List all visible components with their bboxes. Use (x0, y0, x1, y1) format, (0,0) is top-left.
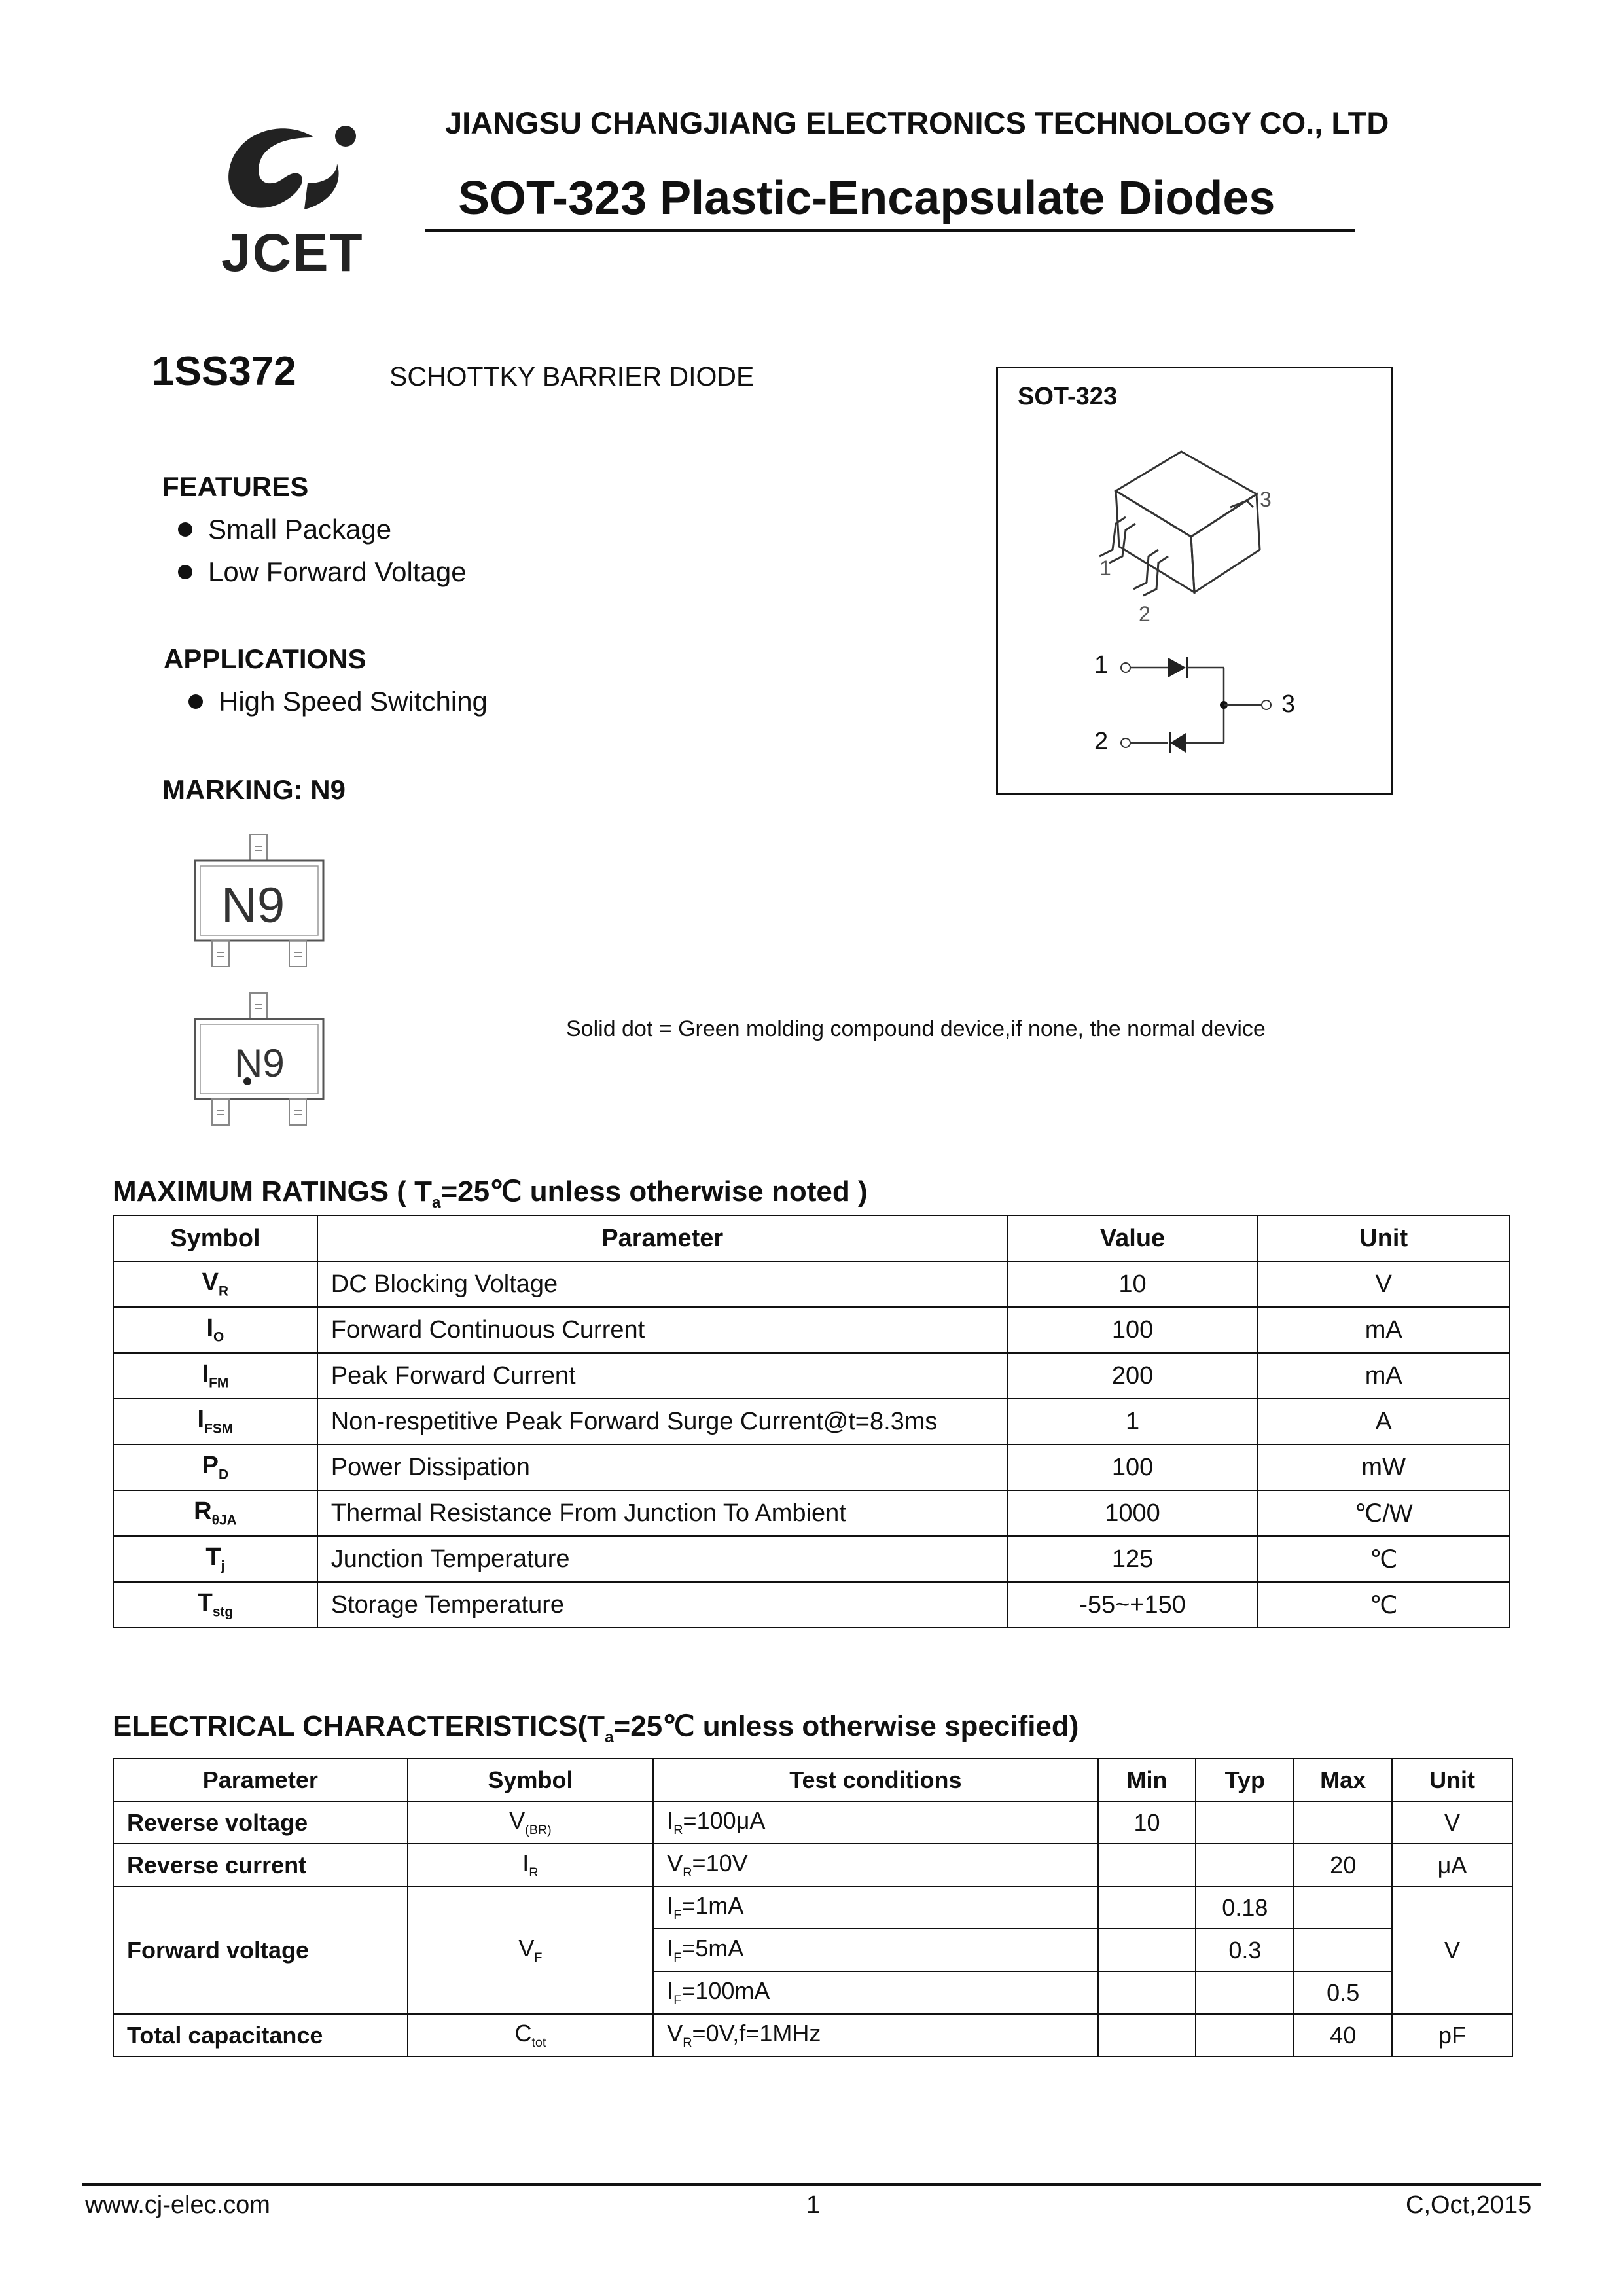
unit-cell: mW (1257, 1444, 1510, 1490)
max-cell: 40 (1294, 2014, 1392, 2056)
column-header: Parameter (317, 1215, 1008, 1261)
parameter-cell: Storage Temperature (317, 1582, 1008, 1628)
table-header-row (113, 1215, 1510, 1261)
table-row (113, 1307, 1510, 1353)
package-outline-drawing (1086, 445, 1296, 635)
column-header: Symbol (113, 1215, 317, 1261)
unit-cell: V (1257, 1261, 1510, 1307)
unit-cell: mA (1257, 1307, 1510, 1353)
condition-cell: $I_R=100\mu A$ (653, 1801, 1097, 1844)
condition-cell: $I_F=5mA$ (653, 1929, 1097, 1971)
table-row (113, 1886, 1512, 1929)
unit-cell: ℃/W (1257, 1490, 1510, 1536)
electrical-heading: ELECTRICAL $CHARACTERISTICS(T_a=25℃$ unless otherwise specified) (113, 1710, 1079, 1746)
symbol-cell: $V_F$ (408, 1886, 654, 2014)
condition-cell: $I_F=100mA$ (653, 1971, 1097, 2014)
logo-wordmark: JCET (221, 223, 364, 283)
pin-label: 3 (1260, 488, 1272, 511)
condition-cell: $V_R=0V,f=1MHz$ (653, 2014, 1097, 2056)
parameter-cell: DC Blocking Voltage (317, 1261, 1008, 1307)
condition-cell: $I_F=1mA$ (653, 1886, 1097, 1929)
value-cell: 1 (1008, 1399, 1258, 1444)
parameter-cell: Power Dissipation (317, 1444, 1008, 1490)
part-number: 1SS372 (152, 349, 296, 394)
parameter-cell: Peak Forward Current (317, 1353, 1008, 1399)
parameter-cell: Junction Temperature (317, 1536, 1008, 1582)
unit-cell: ℃ (1257, 1582, 1510, 1628)
value-cell: -55~+150 (1008, 1582, 1258, 1628)
max-cell (1294, 1801, 1392, 1844)
min-cell (1098, 2014, 1196, 2056)
parameter-cell: Reverse voltage (113, 1801, 408, 1844)
parameter-cell: Total capacitance (113, 2014, 408, 2056)
footer-rule (82, 2183, 1541, 2186)
typ-cell (1196, 1971, 1294, 2014)
max-cell (1294, 1886, 1392, 1929)
page-number: 1 (806, 2191, 821, 2219)
table-row (113, 1261, 1510, 1307)
typ-cell (1196, 2014, 1294, 2056)
unit-cell: A (1257, 1399, 1510, 1444)
symbol-cell: $R_{\theta JA}$ (113, 1490, 317, 1536)
unit-cell: V (1392, 1801, 1512, 1844)
column-header: Parameter (113, 1759, 408, 1801)
table-row (113, 2014, 1512, 2056)
column-header: Unit (1392, 1759, 1512, 1801)
symbol-cell: $V_{(BR)}$ (408, 1801, 654, 1844)
min-cell (1098, 1886, 1196, 1929)
unit-cell: V (1392, 1886, 1512, 2014)
typ-cell (1196, 1844, 1294, 1886)
table-row (113, 1353, 1510, 1399)
table-row (113, 1801, 1512, 1844)
symbol-cell: $C_{tot}$ (408, 2014, 654, 2056)
marking-heading: MARKING: N9 (162, 774, 346, 805)
value-cell: 100 (1008, 1307, 1258, 1353)
footer-revision: C,Oct,2015 (1406, 2191, 1532, 2219)
column-header: Typ (1196, 1759, 1294, 1801)
value-cell: 1000 (1008, 1490, 1258, 1536)
unit-cell: ℃ (1257, 1536, 1510, 1582)
min-cell (1098, 1929, 1196, 1971)
symbol-cell: $V_R$ (113, 1261, 317, 1307)
schematic-pin-label: 2 (1094, 728, 1109, 755)
table-row (113, 1536, 1510, 1582)
footer-website[interactable]: www.cj-elec.com (85, 2191, 270, 2219)
typ-cell: 0.18 (1196, 1886, 1294, 1929)
column-header: Value (1008, 1215, 1258, 1261)
feature-item: Small Package (178, 514, 391, 545)
table-row (113, 1444, 1510, 1490)
applications-heading: APPLICATIONS (164, 643, 366, 674)
min-cell: 10 (1098, 1801, 1196, 1844)
electrical-table (113, 1758, 1513, 2057)
column-header: Symbol (408, 1759, 654, 1801)
schematic-pin-label: 1 (1094, 651, 1109, 679)
value-cell: 125 (1008, 1536, 1258, 1582)
page-title: SOT-323 Plastic-Encapsulate Diodes (458, 172, 1275, 224)
typ-cell: 0.3 (1196, 1929, 1294, 1971)
marking-code: N9 (221, 878, 285, 933)
column-header: Unit (1257, 1215, 1510, 1261)
marking-note: Solid dot = Green molding compound device,if none, the normal device (566, 1016, 1266, 1041)
typ-cell (1196, 1801, 1294, 1844)
schematic-diagram (1113, 648, 1309, 766)
parameter-cell: Reverse current (113, 1844, 408, 1886)
max-cell: 20 (1294, 1844, 1392, 1886)
company-name: JIANGSU CHANGJIANG ELECTRONICS TECHNOLOGY CO., LTD (445, 105, 1389, 140)
table-row (113, 1582, 1510, 1628)
unit-cell: pF (1392, 2014, 1512, 2056)
symbol-cell: $T_j$ (113, 1536, 317, 1582)
max-cell (1294, 1929, 1392, 1971)
features-heading: FEATURES (162, 471, 309, 502)
max-ratings-table (113, 1215, 1510, 1628)
column-header: Max (1294, 1759, 1392, 1801)
application-item: High Speed Switching (188, 686, 488, 717)
symbol-cell: $I_O$ (113, 1307, 317, 1353)
table-row (113, 1399, 1510, 1444)
value-cell: 10 (1008, 1261, 1258, 1307)
symbol-cell: $I_{FSM}$ (113, 1399, 317, 1444)
max-cell: 0.5 (1294, 1971, 1392, 2014)
max-ratings-heading: MAXIMUM RATINGS ( $T_a=25℃$ unless otherwise noted ) (113, 1175, 868, 1211)
schematic-pin-label: 3 (1281, 691, 1296, 718)
condition-cell: $V_R=10V$ (653, 1844, 1097, 1886)
symbol-cell: $T_{stg}$ (113, 1582, 317, 1628)
parameter-cell: Forward Continuous Current (317, 1307, 1008, 1353)
table-row (113, 1844, 1512, 1886)
feature-item: Low Forward Voltage (178, 556, 467, 588)
parameter-cell: Non-respetitive Peak Forward Surge Current@t=8.3ms (317, 1399, 1008, 1444)
part-description: SCHOTTKY BARRIER DIODE (389, 361, 755, 391)
column-header: Test conditions (653, 1759, 1097, 1801)
table-header-row (113, 1759, 1512, 1801)
unit-cell: μA (1392, 1844, 1512, 1886)
symbol-cell: $I_R$ (408, 1844, 654, 1886)
symbol-cell: $P_D$ (113, 1444, 317, 1490)
bullet-icon (178, 565, 192, 579)
pin-label: 2 (1139, 602, 1150, 626)
pin-label: 1 (1099, 556, 1111, 580)
title-underline (425, 229, 1355, 232)
value-cell: 100 (1008, 1444, 1258, 1490)
min-cell (1098, 1971, 1196, 2014)
min-cell (1098, 1844, 1196, 1886)
symbol-cell: $I_{FM}$ (113, 1353, 317, 1399)
unit-cell: mA (1257, 1353, 1510, 1399)
column-header: Min (1098, 1759, 1196, 1801)
table-row (113, 1490, 1510, 1536)
marking-code-green: N9 (234, 1041, 285, 1085)
value-cell: 200 (1008, 1353, 1258, 1399)
package-label: SOT-323 (1018, 383, 1118, 410)
bullet-icon (188, 694, 203, 709)
bullet-icon (178, 522, 192, 537)
parameter-cell: Thermal Resistance From Junction To Ambient (317, 1490, 1008, 1536)
parameter-cell: Forward voltage (113, 1886, 408, 2014)
